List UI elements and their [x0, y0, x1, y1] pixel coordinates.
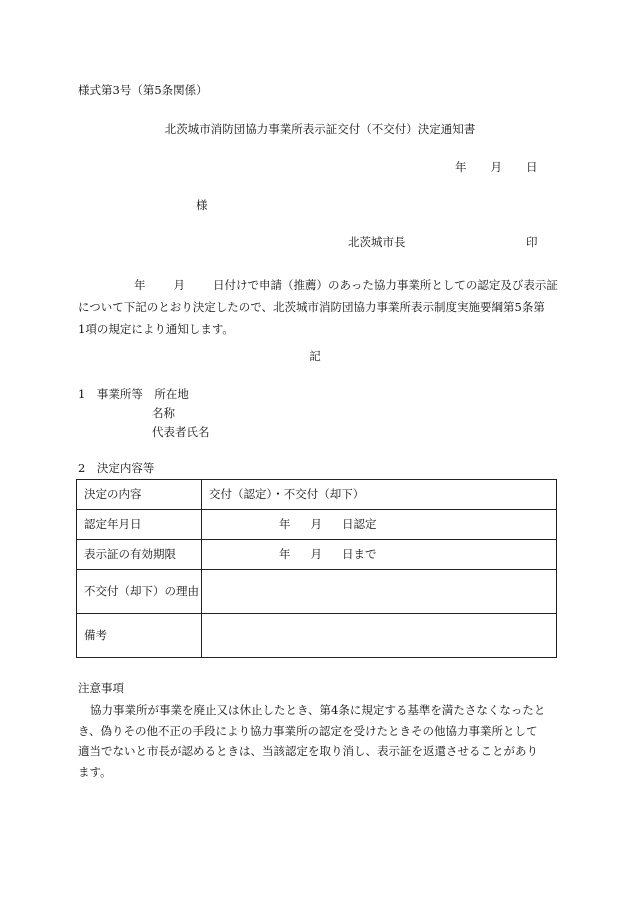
- body-line-1: [78, 274, 558, 296]
- expiry-year: 年: [279, 546, 291, 561]
- body-line-2: について下記のとおり決定したので、北茨城市消防団協力事業所表示制度実施要綱第5条第: [78, 300, 545, 314]
- decision-table: [76, 479, 557, 658]
- expiry-value: [202, 540, 557, 570]
- section2-heading: 2 決定内容等: [78, 461, 155, 475]
- certification-date-label: 認定年月日: [77, 510, 202, 540]
- notes-line-1: 協力事業所が事業を廃止又は休止したとき、第4条に規定する基準を満たさなくなったと: [90, 703, 546, 717]
- date-month-label: 月: [490, 160, 502, 174]
- notice-body: [78, 274, 558, 340]
- expiry-month: 月: [310, 546, 322, 561]
- body-line-1-text: 日付けで申請（推薦）のあった協力事業所としての認定及び表示証: [213, 278, 558, 292]
- table-row: [77, 614, 557, 658]
- date-year-label: 年: [455, 160, 467, 174]
- decision-content-value: 交付（認定）・不交付（却下）: [202, 480, 557, 510]
- notes-line-2: き、偽りその他不正の手段により協力事業所の認定を受けたときその他協力事業所として: [78, 723, 538, 738]
- expiry-day-suffix: 日まで: [342, 546, 377, 561]
- body-month: 月: [173, 278, 185, 292]
- expiry-label: 表示証の有効期限: [77, 540, 202, 570]
- body-line-3: 1項の規定により通知します。: [78, 322, 234, 336]
- cert-year: 年: [279, 516, 291, 531]
- certification-date-value: [202, 510, 557, 540]
- table-row: [77, 570, 557, 614]
- notes-line-3: 適当でないと市長が認めるときは、当該認定を取り消し、表示証を返還させることがあり: [78, 744, 538, 758]
- date-day-label: 日: [526, 160, 538, 174]
- notes-title: 注意事項: [78, 681, 124, 695]
- issuer-name: 北茨城市長: [348, 235, 406, 249]
- seal-mark: 印: [526, 235, 538, 249]
- table-row: [77, 510, 557, 540]
- rejection-reason-label: 不交付（却下）の理由: [77, 570, 202, 614]
- section1-representative-label: 代表者氏名: [152, 425, 210, 439]
- cert-month: 月: [310, 516, 322, 531]
- ki-heading: 記: [309, 349, 321, 363]
- remarks-value: [202, 614, 557, 658]
- addressee-suffix: 様: [196, 198, 208, 212]
- section1-name-label: 名称: [152, 406, 175, 420]
- body-year: 年: [134, 278, 146, 292]
- notes-body: [78, 700, 550, 782]
- form-number: 様式第3号（第5条関係）: [78, 83, 208, 97]
- document-title: 北茨城市消防団協力事業所表示証交付（不交付）決定通知書: [164, 122, 476, 136]
- decision-content-label: 決定の内容: [77, 480, 202, 510]
- table-row: [77, 480, 557, 510]
- cert-day-suffix: 日認定: [342, 516, 377, 531]
- rejection-reason-value: [202, 570, 557, 614]
- table-row: [77, 540, 557, 570]
- notes-line-4: ます。: [78, 764, 112, 779]
- remarks-label: 備考: [77, 614, 202, 658]
- issue-date: [455, 162, 538, 174]
- section1-heading: 1 事業所等 所在地: [78, 387, 189, 401]
